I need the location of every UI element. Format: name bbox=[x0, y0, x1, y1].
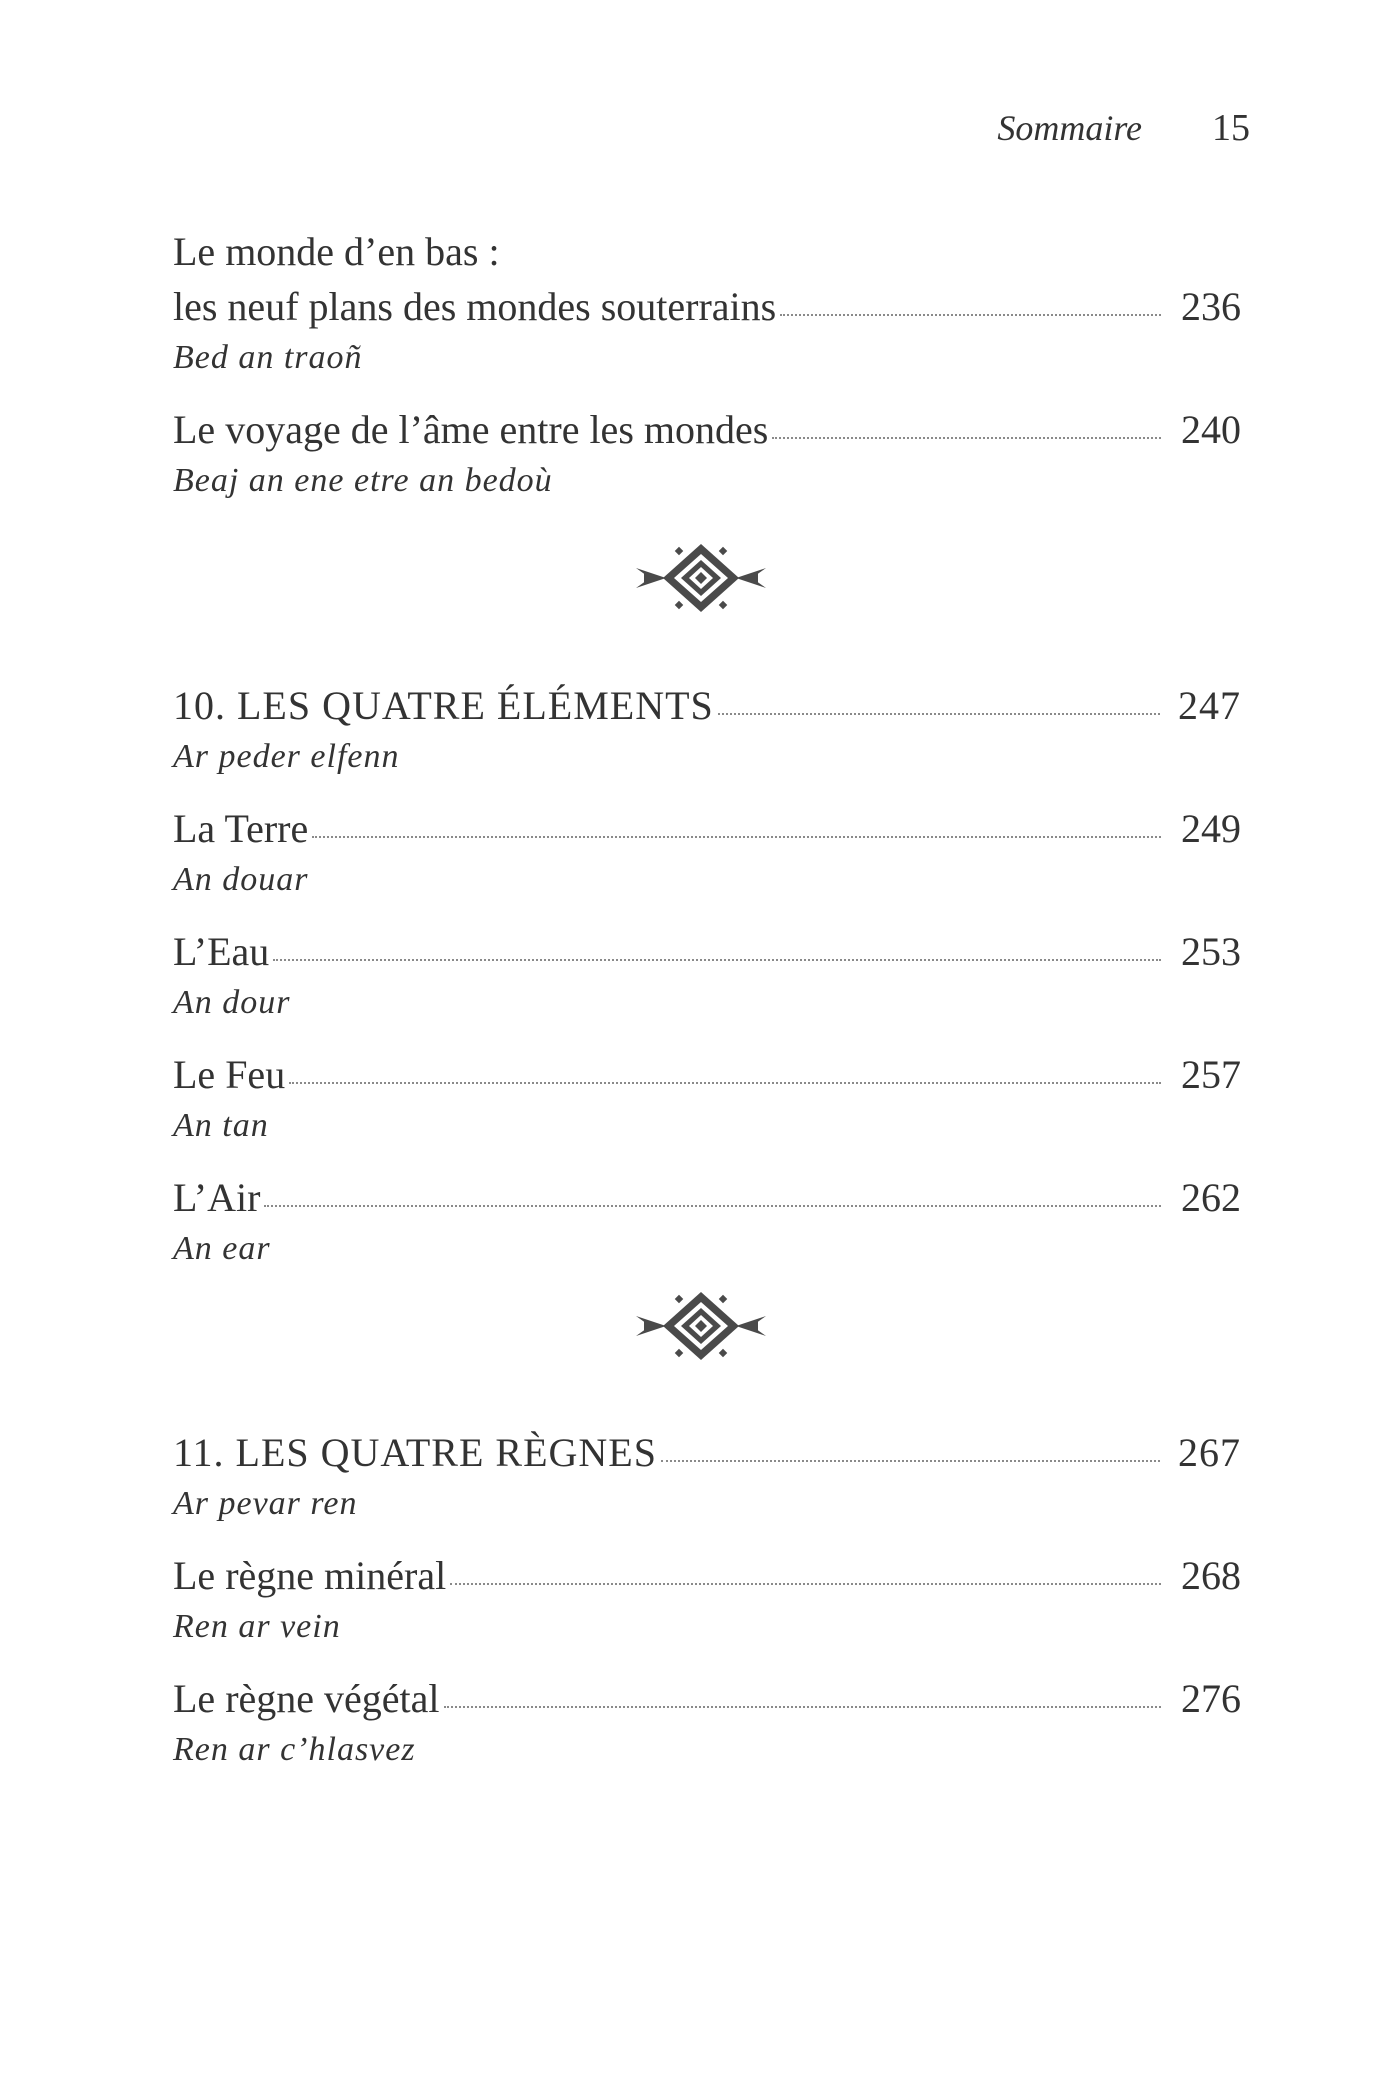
toc-block-2 bbox=[173, 678, 1241, 1293]
toc-block-1 bbox=[173, 224, 1241, 525]
toc-entry-subtitle: Ren ar vein bbox=[173, 1608, 341, 1645]
toc-entry-line bbox=[173, 678, 1241, 733]
dot-leader bbox=[450, 1583, 1161, 1585]
toc-entry-page: 276 bbox=[1181, 1676, 1241, 1721]
toc-entry-page: 249 bbox=[1181, 806, 1241, 851]
dot-leader bbox=[264, 1205, 1161, 1207]
toc-entry[interactable] bbox=[173, 1170, 1241, 1273]
chapter-title: 11. LES QUATRE RÈGNES bbox=[173, 1430, 657, 1475]
toc-entry-title: Le règne minéral bbox=[173, 1553, 447, 1598]
chapter-subtitle: Ar peder elfenn bbox=[173, 738, 400, 775]
dot-leader bbox=[273, 959, 1161, 961]
toc-entry-subtitle: An tan bbox=[173, 1107, 269, 1144]
toc-entry-subtitle: An douar bbox=[173, 861, 309, 898]
toc-entry[interactable] bbox=[173, 1548, 1241, 1651]
dot-leader bbox=[772, 437, 1161, 439]
toc-entry-subtitle: Beaj an ene etre an bedoù bbox=[173, 462, 553, 499]
dot-leader bbox=[289, 1082, 1161, 1084]
running-head bbox=[997, 106, 1250, 150]
dot-leader bbox=[780, 314, 1161, 316]
toc-entry[interactable] bbox=[173, 801, 1241, 904]
toc-entry-line bbox=[173, 1548, 1241, 1603]
toc-entry-title: Le voyage de l’âme entre les mondes bbox=[173, 407, 769, 452]
toc-entry-title: La Terre bbox=[173, 806, 309, 851]
toc-entry-line bbox=[173, 1047, 1241, 1102]
toc-entry-page: 268 bbox=[1181, 1553, 1241, 1598]
toc-entry-title: Le monde d’en bas : bbox=[173, 229, 500, 274]
toc-entry-title: Le Feu bbox=[173, 1052, 286, 1097]
toc-entry-page: 240 bbox=[1181, 407, 1241, 452]
dot-leader bbox=[718, 713, 1160, 715]
toc-chapter[interactable] bbox=[173, 1425, 1241, 1528]
chapter-page: 247 bbox=[1178, 683, 1241, 728]
diamond-ornament-icon bbox=[636, 542, 766, 614]
toc-entry[interactable] bbox=[173, 924, 1241, 1027]
toc-entry-title: Le règne végétal bbox=[173, 1676, 440, 1721]
toc-entry-subtitle: An dour bbox=[173, 984, 291, 1021]
toc-entry-page: 253 bbox=[1181, 929, 1241, 974]
toc-entry-page: 262 bbox=[1181, 1175, 1241, 1220]
dot-leader bbox=[661, 1460, 1160, 1462]
toc-entry-line bbox=[173, 402, 1241, 457]
toc-entry-title: L’Air bbox=[173, 1175, 261, 1220]
toc-entry-title: L’Eau bbox=[173, 929, 270, 974]
chapter-subtitle: Ar pevar ren bbox=[173, 1485, 358, 1522]
toc-entry-line bbox=[173, 1425, 1241, 1480]
dot-leader bbox=[312, 836, 1161, 838]
toc-entry[interactable] bbox=[173, 402, 1241, 505]
toc-block-3 bbox=[173, 1425, 1241, 1794]
toc-entry-subtitle: Ren ar c’hlasvez bbox=[173, 1731, 416, 1768]
toc-entry-subtitle: An ear bbox=[173, 1230, 271, 1267]
toc-entry-line bbox=[173, 924, 1241, 979]
toc-entry-line bbox=[173, 1671, 1241, 1726]
toc-entry-line bbox=[173, 1170, 1241, 1225]
diamond-ornament-icon bbox=[636, 1290, 766, 1362]
toc-entry-line bbox=[173, 279, 1241, 334]
toc-entry-page: 236 bbox=[1181, 284, 1241, 329]
toc-entry-page: 257 bbox=[1181, 1052, 1241, 1097]
toc-entry-line bbox=[173, 801, 1241, 856]
toc-entry-title: les neuf plans des mondes souterrains bbox=[173, 284, 777, 329]
toc-entry[interactable] bbox=[173, 1047, 1241, 1150]
page-number: 15 bbox=[1212, 107, 1250, 149]
chapter-page: 267 bbox=[1178, 1430, 1241, 1475]
toc-entry[interactable] bbox=[173, 1671, 1241, 1774]
section-title: Sommaire bbox=[997, 108, 1142, 148]
chapter-title: 10. LES QUATRE ÉLÉMENTS bbox=[173, 683, 714, 728]
dot-leader bbox=[444, 1706, 1161, 1708]
toc-entry-subtitle: Bed an traoñ bbox=[173, 339, 363, 376]
toc-entry[interactable] bbox=[173, 224, 1241, 382]
toc-chapter[interactable] bbox=[173, 678, 1241, 781]
toc-entry-line bbox=[173, 224, 1241, 279]
